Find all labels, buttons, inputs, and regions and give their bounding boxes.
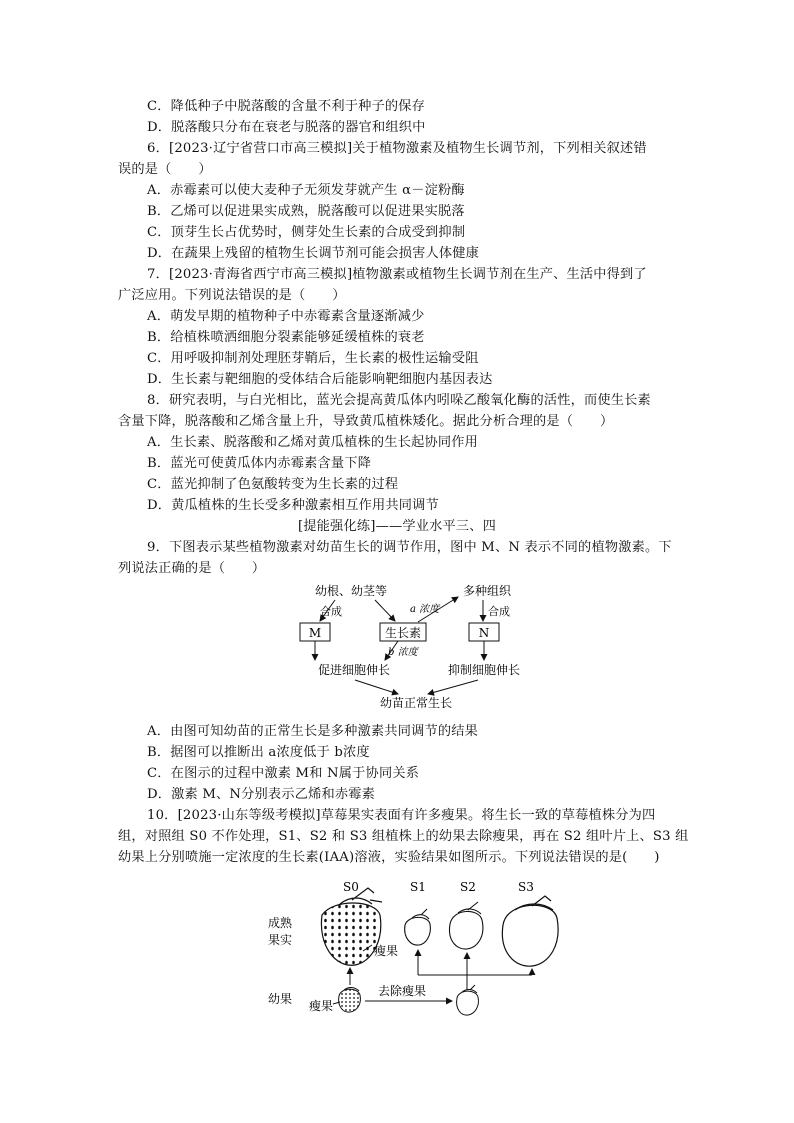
group-s1-label: S1 xyxy=(410,880,426,894)
q7-stem-cont: 广泛应用。下列说法错误的是（ ） xyxy=(118,288,346,303)
q5-option-d: D．脱落酸只分布在衰老与脱落的器官和组织中 xyxy=(147,120,426,135)
achene-label-bottom: 瘦果 xyxy=(309,999,334,1013)
q8-stem-cont: 含量下降，脱落酸和乙烯含量上升，导致黄瓜植株矮化。据此分析合理的是（ ） xyxy=(118,414,614,429)
q7-option-d: D．生长素与靶细胞的受体结合后能影响靶细胞内基因表达 xyxy=(147,372,493,387)
q6-option-d: D．在蔬果上残留的植物生长调节剂可能会损害人体健康 xyxy=(147,246,480,261)
mature-fruit-label-2: 果实 xyxy=(268,933,293,947)
normal-growth-label: 幼苗正常生长 xyxy=(380,696,453,710)
q8-option-a: A．生长素、脱落酸和乙烯对黄瓜植株的生长起协同作用 xyxy=(147,435,479,450)
q10-stem-cont-2: 幼果上分别喷施一定浓度的生长素(IAA)溶液，实验结果如图所示。下列说法错误的是( ) xyxy=(118,850,660,865)
q9-stem: 9．下图表示某些植物激素对幼苗生长的调节作用，图中 M、N 表示不同的植物激素。下 xyxy=(147,540,672,555)
q8-option-b: B．蓝光可使黄瓜体内赤霉素含量下降 xyxy=(147,456,372,471)
q9-stem-cont: 列说法正确的是（ ） xyxy=(118,561,266,576)
source-left-label: 幼根、幼茎等 xyxy=(315,584,388,598)
q8-stem: 8．研究表明，与白光相比，蓝光会提高黄瓜体内吲哚乙酸氧化酶的活性，而使生长素 xyxy=(147,393,651,408)
a-concentration-label: a 浓度 xyxy=(410,604,440,615)
group-s0-label: S0 xyxy=(343,880,359,894)
q9-option-c: C．在图示的过程中激素 M和 N属于协同关系 xyxy=(147,766,420,781)
q8-option-c: C．蓝光抑制了色氨酸转变为生长素的过程 xyxy=(147,477,399,492)
q9-option-a: A．由图可知幼苗的正常生长是多种激素共同调节的结果 xyxy=(147,724,479,739)
group-s3-label: S3 xyxy=(518,880,534,894)
young-fruit-without-achenes xyxy=(457,985,479,1015)
q6-option-a: A．赤霉素可以使大麦种子无须发芽就产生 α－淀粉酶 xyxy=(147,183,465,198)
inhibit-elongation-label: 抑制细胞伸长 xyxy=(448,663,521,677)
q6-option-c: C．顶芽生长占优势时，侧芽处生长素的合成受到抑制 xyxy=(147,225,466,240)
box-auxin-label: 生长素 xyxy=(384,626,422,640)
q10-stem: 10．[2023·山东等级考模拟]草莓果实表面有许多瘦果。将生长一致的草莓植株分为四 xyxy=(147,808,656,823)
box-m-label: M xyxy=(308,626,322,640)
source-right-label: 多种组织 xyxy=(463,584,512,598)
q6-option-b: B．乙烯可以促进果实成熟，脱落酸可以促进果实脱落 xyxy=(147,204,465,219)
synth-left-label: 合成 xyxy=(320,605,342,618)
q7-option-b: B．给植株喷洒细胞分裂素能够延缓植株的衰老 xyxy=(147,330,425,345)
strawberry-s3 xyxy=(502,896,558,966)
section-heading: [提能强化练]——学业水平三、四 xyxy=(297,519,497,534)
q10-stem-cont-1: 组，对照组 S0 不作处理，S1、S2 和 S3 组植株上的幼果去除瘦果，再在 S2 组叶片上、S3 组 xyxy=(118,829,689,844)
strawberry-s1 xyxy=(405,909,431,945)
strawberry-s2 xyxy=(449,902,482,949)
achene-label-top: 瘦果 xyxy=(374,944,399,958)
box-n-label: N xyxy=(478,626,490,640)
young-fruit-label: 幼果 xyxy=(268,992,293,1006)
q6-stem-cont: 误的是（ ） xyxy=(118,162,212,177)
q6-stem: 6．[2023·辽宁省营口市高三模拟]关于植物激素及植物生长调节剂，下列相关叙述错 xyxy=(147,141,647,156)
q7-option-c: C．用呼吸抑制剂处理胚芽鞘后，生长素的极性运输受阻 xyxy=(147,351,479,366)
b-concentration-label: b 浓度 xyxy=(388,647,418,658)
promote-elongation-label: 促进细胞伸长 xyxy=(318,663,391,677)
q7-stem: 7．[2023·青海省西宁市高三模拟]植物激素或植物生长调节剂在生产、生活中得到了 xyxy=(147,267,647,282)
remove-achenes-label: 去除瘦果 xyxy=(378,984,427,998)
q5-option-c: C．降低种子中脱落酸的含量不利于种子的保存 xyxy=(147,99,426,114)
q9-option-b: B．据图可以推断出 a浓度低于 b浓度 xyxy=(147,745,370,760)
q9-option-d: D．激素 M、N分别表示乙烯和赤霉素 xyxy=(147,787,376,802)
q7-option-a: A．萌发早期的植物种子中赤霉素含量逐渐减少 xyxy=(147,309,425,324)
mature-fruit-label-1: 成熟 xyxy=(268,916,293,930)
strawberry-s0 xyxy=(321,888,382,965)
group-s2-label: S2 xyxy=(460,880,476,894)
q8-option-d: D．黄瓜植株的生长受多种激素相互作用共同调节 xyxy=(147,498,439,513)
young-fruit-with-achenes xyxy=(339,987,361,1012)
synth-right-label: 合成 xyxy=(488,605,510,618)
